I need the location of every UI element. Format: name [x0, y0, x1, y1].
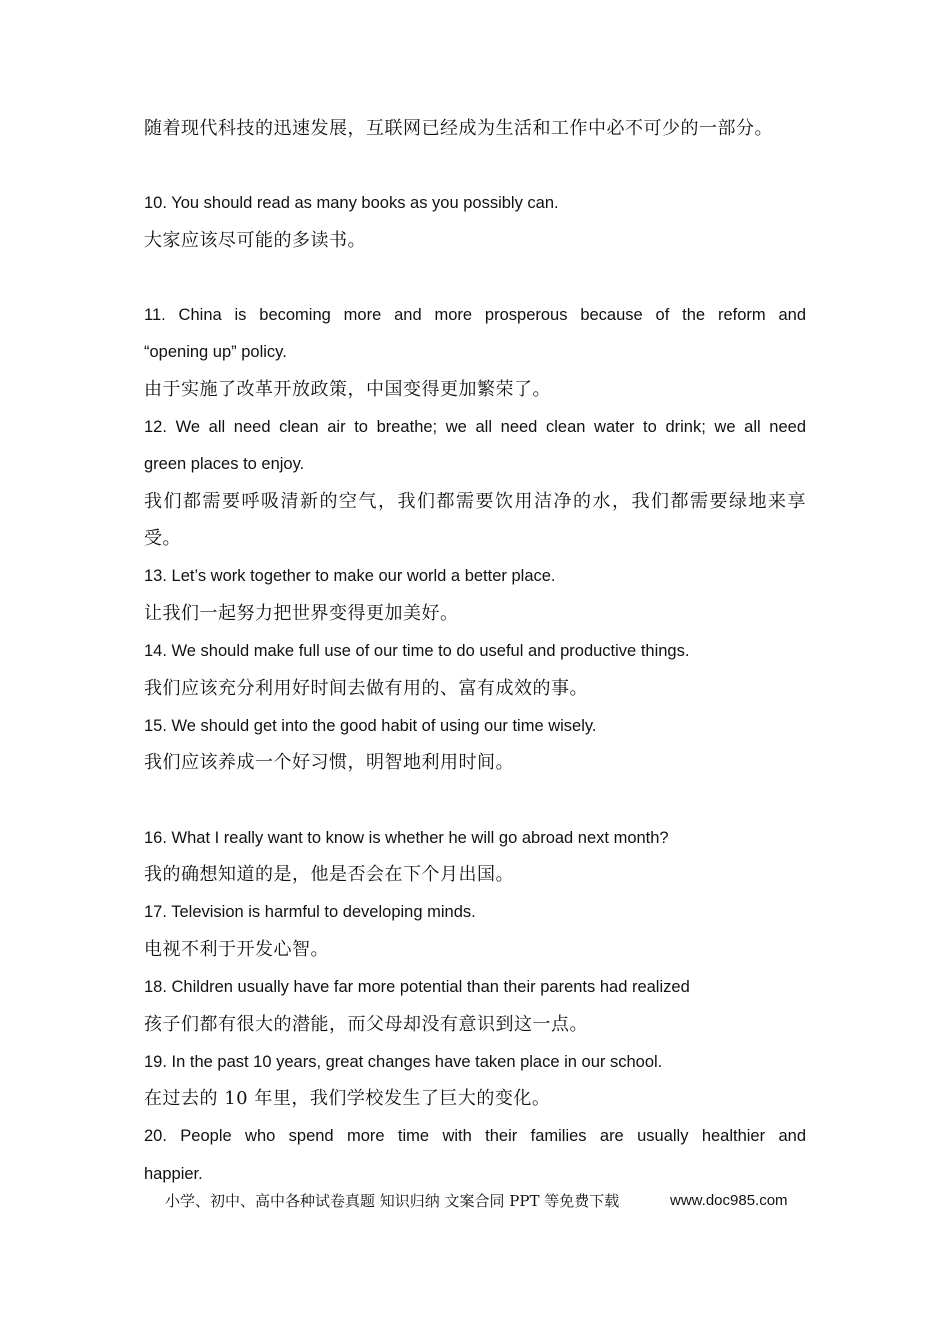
sentence-14-en: 14. We should make full use of our time to do useful and productive things.	[144, 642, 690, 660]
sentence-10-en: 10. You should read as many books as you possibly can.	[144, 194, 559, 212]
sentence-12-en-line1: 12. We all need clean air to breathe; we all need clean water to drink; we all need	[144, 418, 806, 436]
sentence-12-en-line2: green places to enjoy.	[144, 455, 305, 473]
sentence-19-zh: 在过去的 10 年里，我们学校发生了巨大的变化。	[144, 1088, 551, 1109]
sentence-14-zh: 我们应该充分利用好时间去做有用的、富有成效的事。	[144, 678, 588, 699]
sentence-12-zh-line2: 受。	[144, 528, 181, 549]
sentence-10-zh: 大家应该尽可能的多读书。	[144, 230, 366, 251]
sentence-16-en: 16. What I really want to know is whether he will go abroad next month?	[144, 829, 669, 847]
text-line-intro-zh: 随着现代科技的迅速发展，互联网已经成为生活和工作中必不可少的一部分。	[144, 118, 773, 139]
sentence-11-zh: 由于实施了改革开放政策，中国变得更加繁荣了。	[144, 379, 551, 400]
sentence-13-en: 13. Let’s work together to make our world a better place.	[144, 567, 556, 585]
sentence-20-en-line1: 20. People who spend more time with their families are usually healthier and	[144, 1127, 806, 1145]
page-footer	[165, 1190, 805, 1213]
sentence-15-en: 15. We should get into the good habit of using our time wisely.	[144, 717, 597, 735]
sentence-17-en: 17. Television is harmful to developing minds.	[144, 903, 476, 921]
footer-url-link[interactable]: www.doc985.com	[670, 1192, 788, 1209]
sentence-16-zh: 我的确想知道的是，他是否会在下个月出国。	[144, 864, 514, 885]
sentence-11-en-line2: “opening up” policy.	[144, 343, 287, 361]
sentence-18-en: 18. Children usually have far more potential than their parents had realized	[144, 978, 690, 996]
sentence-11-en-line1: 11. China is becoming more and more prosperous because of the reform and	[144, 306, 806, 324]
sentence-17-zh: 电视不利于开发心智。	[144, 939, 329, 960]
sentence-13-zh: 让我们一起努力把世界变得更加美好。	[144, 603, 459, 624]
sentence-19-en: 19. In the past 10 years, great changes have taken place in our school.	[144, 1053, 663, 1071]
sentence-12-zh-line1: 我们都需要呼吸清新的空气，我们都需要饮用洁净的水，我们都需要绿地来享	[144, 491, 806, 512]
sentence-15-zh: 我们应该养成一个好习惯，明智地利用时间。	[144, 752, 514, 773]
sentence-18-zh: 孩子们都有很大的潜能，而父母却没有意识到这一点。	[144, 1014, 588, 1035]
footer-text: 小学、初中、高中各种试卷真题 知识归纳 文案合同 PPT 等免费下载	[165, 1192, 620, 1210]
sentence-20-en-line2: happier.	[144, 1165, 203, 1183]
